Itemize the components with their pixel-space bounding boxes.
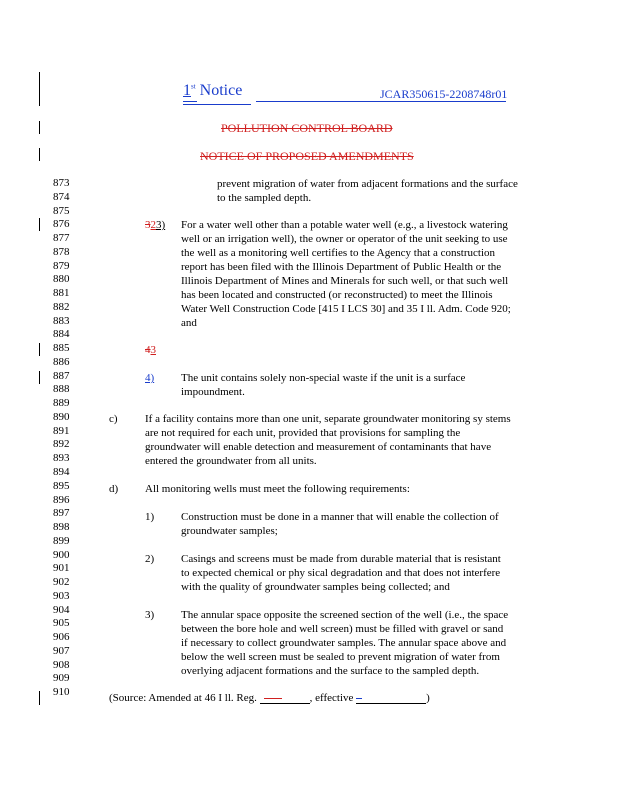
text-line: are not required for each unit, provided that provisions for sampling the: [145, 427, 461, 439]
text-line: If a facility contains more than one unit, separate groundwater monitoring sy stems: [145, 413, 511, 425]
line-number: 894: [53, 466, 70, 478]
line-number: 874: [53, 190, 70, 203]
line-number: 886: [53, 355, 70, 368]
item-number-4: 4): [145, 372, 155, 384]
line-number: 890: [53, 410, 70, 423]
item-d2-number: 2): [145, 553, 155, 565]
source-mid: , effective: [309, 692, 357, 704]
item-number-3: [145, 218, 165, 232]
old-number: 3: [145, 219, 151, 231]
notice-title: NOTICE OF PROPOSED AMENDMENTS: [200, 149, 414, 163]
line-number: 895: [53, 479, 70, 492]
line-number: 879: [53, 259, 70, 272]
text-line: and: [181, 317, 197, 329]
text-line: All monitoring wells must meet the following requirements:: [145, 483, 410, 495]
revision-bar: [39, 371, 40, 384]
notice-word: Notice: [199, 82, 243, 99]
line-number: 910: [53, 686, 70, 699]
item-d3-number: 3): [145, 609, 155, 621]
line-number: 898: [53, 521, 70, 533]
line-number: 902: [53, 576, 70, 588]
line-number: 897: [53, 507, 70, 520]
line-number: 891: [53, 424, 70, 437]
line-number: 906: [53, 631, 70, 644]
line-number: 885: [53, 342, 70, 355]
text-line: Construction must be done in a manner that will enable the collection of: [181, 511, 499, 523]
revision-bar: [39, 691, 40, 705]
source-prefix: (Source: Amended at 46 I ll. Reg.: [109, 692, 260, 704]
continuation-line: prevent migration of water from adjacent formations and the surface: [217, 178, 518, 190]
item-d-label: d): [109, 483, 119, 495]
new-number: 2: [150, 219, 156, 231]
text-line: groundwater samples;: [181, 525, 278, 537]
line-number: 893: [53, 452, 70, 465]
text-line: The unit contains solely non-special waste if the unit is a surface: [181, 372, 466, 384]
text-line: Water Well Construction Code [415 I LCS 30] and 35 I ll. Adm. Code 920;: [181, 303, 511, 315]
text-line: between the bore hole and well screen) must be filled with gravel or sand: [181, 623, 504, 635]
line-number: 904: [53, 603, 70, 616]
number-paren: 3): [156, 219, 166, 231]
source-suffix: ): [426, 692, 430, 704]
source-note: [109, 691, 430, 706]
text-line: groundwater will enable detection and measurement of contaminants that have: [145, 441, 492, 453]
line-number: 889: [53, 397, 70, 410]
text-line: to expected chemical or phy sical degradation and that does not interfere: [181, 567, 501, 579]
agency-title: POLLUTION CONTROL BOARD: [221, 121, 393, 135]
notice-number: 1: [183, 82, 191, 99]
text-line: impoundment.: [181, 386, 245, 398]
old-number: 4: [145, 344, 151, 356]
text-line: For a water well other than a potable water well (e.g., a livestock watering: [181, 219, 508, 231]
line-number: 875: [53, 204, 70, 217]
new-number: 3: [150, 344, 156, 356]
revision-bar: [39, 218, 40, 231]
revision-bar: [39, 343, 40, 356]
line-number: 909: [53, 672, 70, 685]
text-line: The annular space opposite the screened section of the well (i.e., the space: [181, 609, 509, 621]
text-line: Casings and screens must be made from durable material that is resistant: [181, 553, 501, 565]
line-number: 896: [53, 493, 70, 506]
line-number: 900: [53, 548, 70, 561]
revision-bar: [39, 121, 40, 134]
text-line: overlying adjacent formations and the surface to the sampled depth.: [181, 665, 480, 677]
line-number: 908: [53, 658, 70, 671]
line-number: 905: [53, 617, 70, 630]
text-line: with the quality of groundwater samples being collected; and: [181, 581, 450, 593]
line-number: 883: [53, 314, 70, 327]
text-line: the well as a monitoring well certifies to the Agency that a construction: [181, 247, 496, 259]
revision-bar: [39, 148, 40, 161]
item-43-marker: [145, 343, 156, 357]
item-c-label: c): [109, 413, 118, 425]
revision-bar: [39, 72, 40, 106]
text-line: well or an irrigation well), the owner or operator of the unit seeking to use: [181, 233, 508, 245]
line-number: 888: [53, 383, 70, 396]
text-line: below the well screen must be sealed to prevent migration of water from: [181, 651, 500, 663]
line-number: 876: [53, 218, 70, 231]
text-line: entered the groundwater from all units.: [145, 455, 317, 467]
line-number: 903: [53, 589, 70, 602]
notice-underline: [183, 101, 197, 102]
text-line: has been located and constructed (or reconstructed) to meet the Illinois: [181, 289, 493, 301]
text-line: if necessary to collect groundwater samples. The annular space above and: [181, 637, 507, 649]
line-number: 880: [53, 273, 70, 286]
line-number: 899: [53, 534, 70, 547]
effective-blank: [356, 689, 426, 704]
doc-id: JCAR350615-2208748r01: [380, 87, 508, 101]
item-d1-number: 1): [145, 511, 155, 523]
line-number: 884: [53, 328, 70, 341]
line-number: 901: [53, 562, 70, 575]
notice-underline: [183, 104, 251, 105]
line-number: 881: [53, 287, 70, 300]
notice-ordinal: st: [191, 82, 196, 91]
line-number: 873: [53, 177, 70, 189]
line-number: 882: [53, 300, 70, 313]
line-number: 877: [53, 232, 70, 244]
text-line: report has been filed with the Illinois Department of Public Health or the: [181, 261, 502, 273]
line-number: 887: [53, 369, 70, 382]
line-number: 892: [53, 438, 70, 451]
line-number: 907: [53, 644, 70, 657]
notice-heading: [183, 82, 242, 100]
text-line: Illinois Department of Mines and Minerals for such well, or that such well: [181, 275, 509, 287]
line-number: 878: [53, 245, 70, 258]
continuation-line: to the sampled depth.: [217, 192, 312, 204]
reg-blank: [260, 689, 310, 704]
